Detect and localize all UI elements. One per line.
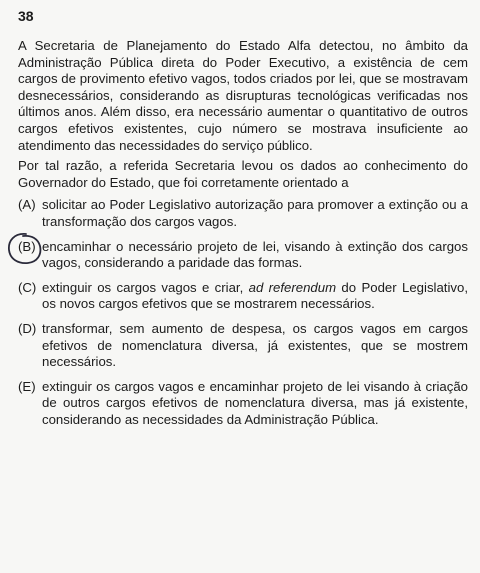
option-a-letter: (A) [18,197,36,213]
option-d-text: transformar, sem aumento de despesa, os cargos vagos em cargos efetivos de nomenclatura diversa, já existentes, que se mostrem necessários. [42,320,468,370]
option-c[interactable] [18,280,468,313]
question-paragraph-2: Por tal razão, a referida Secretaria levou os dados ao conhecimento do Governador do Estado, que foi corretamente orientado a [18,158,468,190]
option-c-text-italic: ad referendum [248,279,337,295]
option-c-text [42,280,468,313]
option-b[interactable] [18,239,468,272]
option-b-letter: (B) [18,238,36,254]
option-c-text-after: do Poder Legislativo, os novos cargos efetivos que se mostrarem necessários. [42,279,468,312]
answer-options [18,197,468,428]
option-c-text-before: extinguir os cargos vagos e criar, [42,279,249,295]
option-b-text: encaminhar o necessário projeto de lei, visando à extinção dos cargos vagos, considerando a paridade das formas. [42,238,468,271]
question-paragraph-1: A Secretaria de Planejamento do Estado Alfa detectou, no âmbito da Administração Pública direta do Poder Executivo, a existência de cem cargos de provimento efetivo vagos, todos criados por lei, que se mostravam desnecessários, considerando as disrupturas tecnológicas verificadas nos últimos anos. Além disso, era necessário aumentar o quantitativo de outros cargos efetivos existentes, cujo número se mostrava insuficiente ao atendimento das necessidades do serviço público. [18,38,468,153]
option-a[interactable] [18,197,468,230]
option-d-letter: (D) [18,320,37,336]
option-e-letter: (E) [18,378,36,394]
option-e-text: extinguir os cargos vagos e encaminhar projeto de lei visando à criação de outros cargos efetivos de nomenclatura diversa, mas já existente, considerando as necessidades da Administração Pública. [42,378,468,427]
option-c-letter: (C) [18,279,37,295]
option-a-text: solicitar ao Poder Legislativo autorização para promover a extinção ou a transformação dos cargos vagos. [42,197,468,229]
option-e[interactable] [18,379,468,429]
option-d[interactable] [18,321,468,371]
question-number: 38 [18,8,34,24]
